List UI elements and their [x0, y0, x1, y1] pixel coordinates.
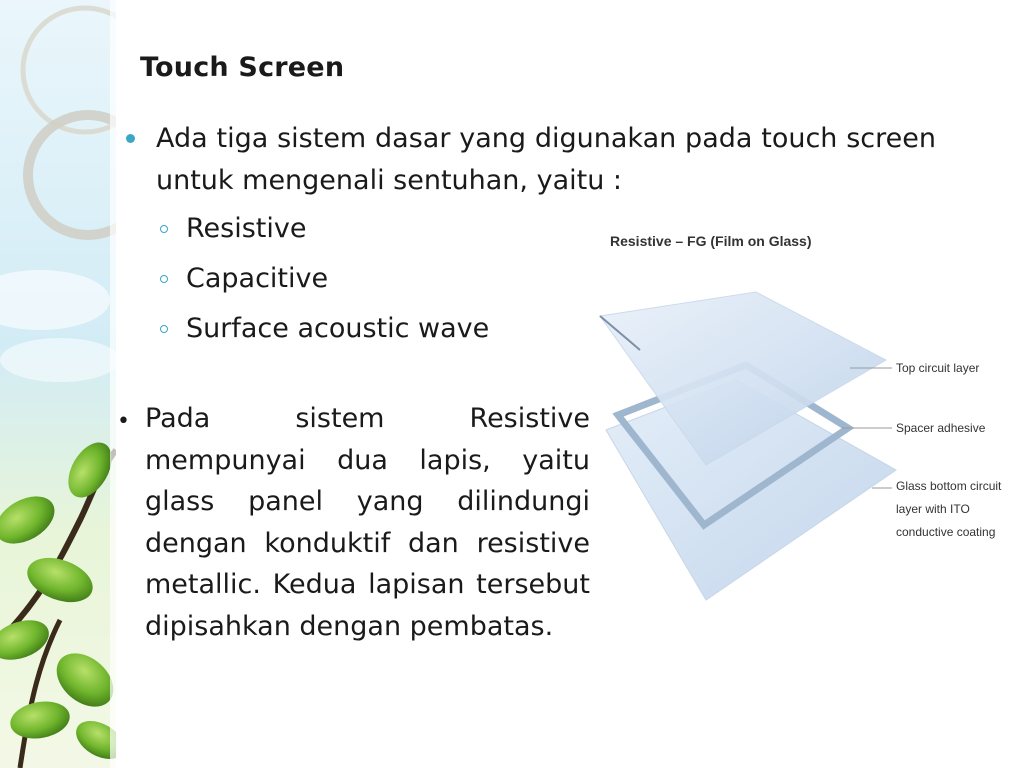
list-item-text: Surface acoustic wave	[186, 313, 490, 344]
label-glass-bottom-line3: conductive coating	[896, 525, 996, 539]
list-item-text: Resistive	[186, 213, 307, 244]
label-glass-bottom-line1: Glass bottom circuit	[896, 479, 1002, 493]
bullet-ring-icon	[160, 325, 168, 333]
sub-bullet-list	[158, 208, 489, 358]
intro-bullet	[126, 118, 936, 202]
label-glass-bottom-line2: layer with ITO	[896, 502, 970, 516]
diagram-caption: Resistive – FG (Film on Glass)	[610, 233, 812, 249]
resistive-description-bullet	[116, 398, 590, 647]
resistive-description-text: Pada sistem Resistive mempunyai dua lapis, yaitu glass panel yang dilindungi dengan konduktif dan resistive metallic. Kedua lapisan tersebut dipisahkan dengan pembatas.	[145, 403, 590, 642]
bullet-dot-icon	[126, 134, 135, 143]
resistive-layer-diagram	[596, 220, 1006, 610]
label-spacer-adhesive: Spacer adhesive	[896, 421, 986, 435]
bullet-ring-icon	[160, 275, 168, 283]
bullet-ring-icon	[160, 225, 168, 233]
list-item-text: Capacitive	[186, 263, 329, 294]
slide-title: Touch Screen	[140, 52, 345, 83]
bullet-dot-icon: •	[117, 409, 130, 434]
decorative-leaf-background	[0, 0, 116, 768]
list-item	[158, 308, 489, 358]
list-item	[158, 208, 489, 258]
label-top-circuit-layer: Top circuit layer	[896, 361, 980, 375]
intro-bullet-text: Ada tiga sistem dasar yang digunakan pada touch screen untuk mengenali sentuhan, yaitu :	[156, 123, 936, 196]
list-item	[158, 258, 489, 308]
